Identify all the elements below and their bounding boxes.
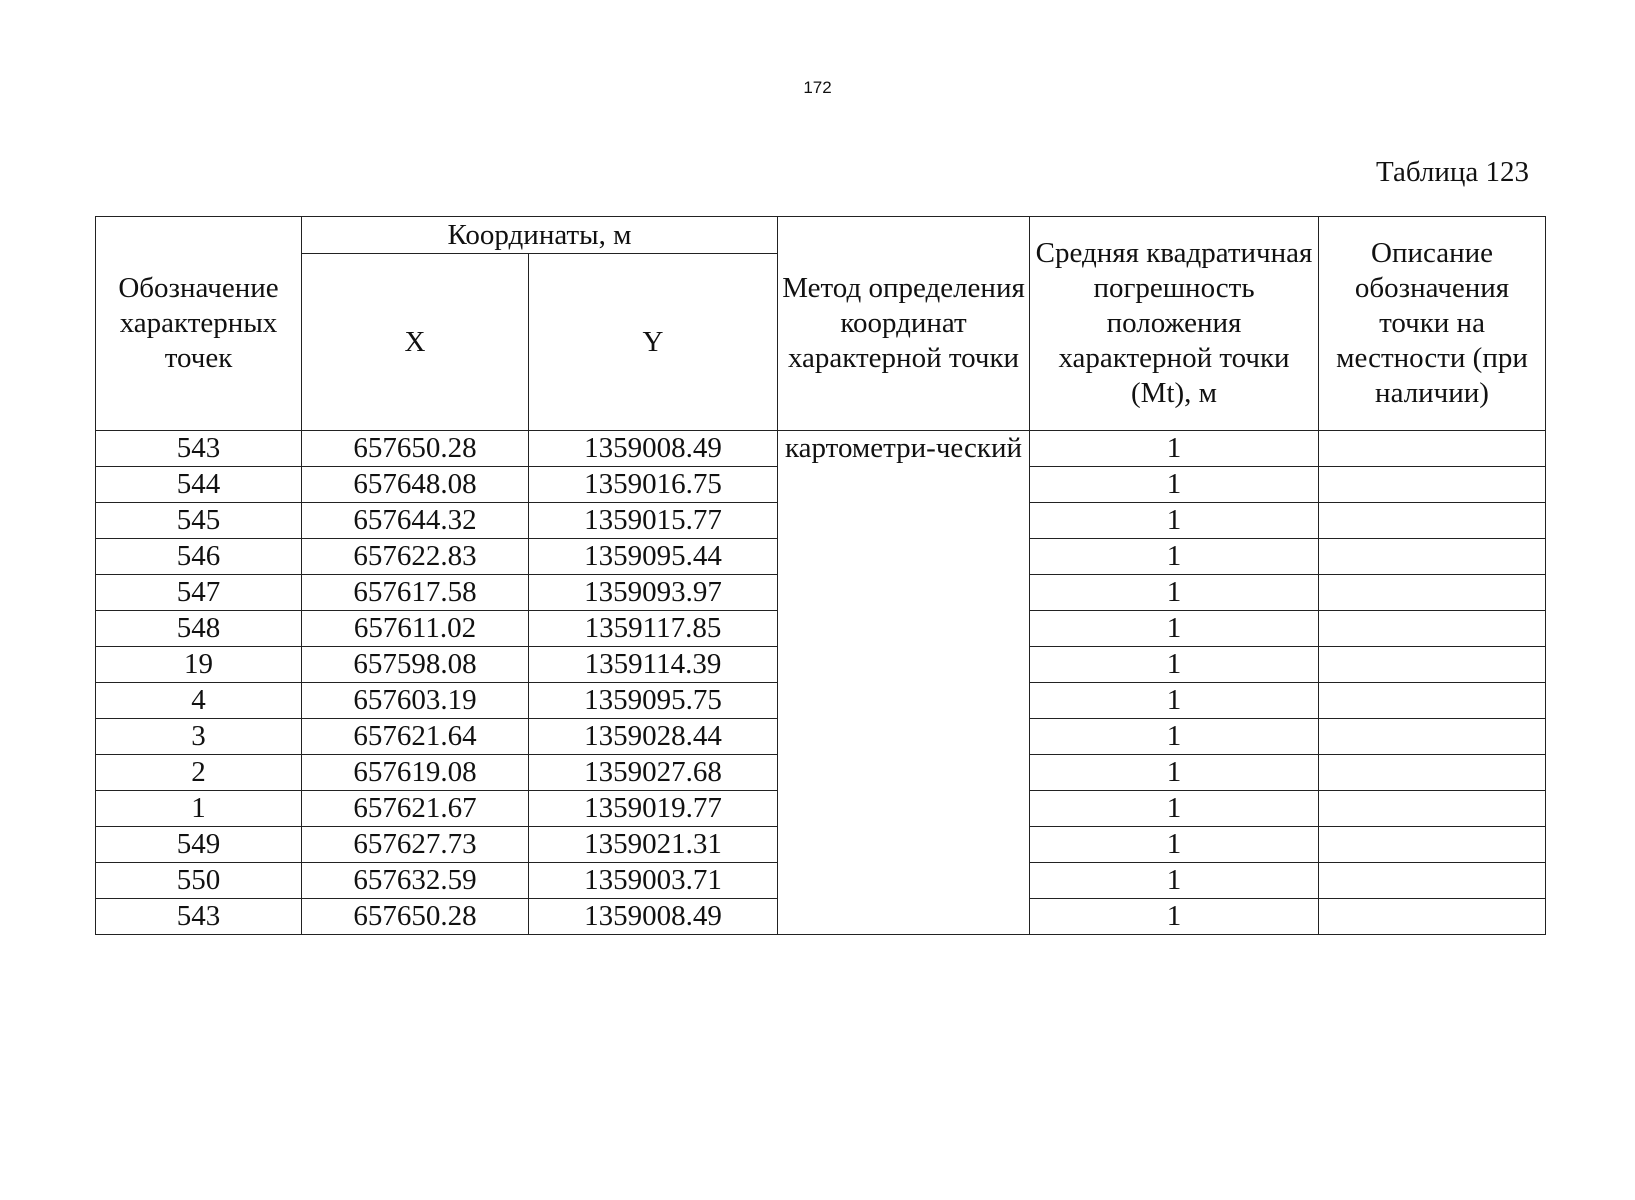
header-x: X bbox=[302, 254, 529, 431]
cell-point: 3 bbox=[96, 719, 302, 755]
cell-description bbox=[1319, 467, 1546, 503]
cell-point: 548 bbox=[96, 611, 302, 647]
table-caption: Таблица 123 bbox=[1375, 156, 1529, 188]
cell-mt: 1 bbox=[1030, 683, 1319, 719]
cell-point: 547 bbox=[96, 575, 302, 611]
page-number: 172 bbox=[803, 78, 832, 97]
cell-x: 657619.08 bbox=[302, 755, 529, 791]
cell-y: 1359003.71 bbox=[529, 863, 778, 899]
cell-y: 1359008.49 bbox=[529, 431, 778, 467]
cell-description bbox=[1319, 899, 1546, 935]
cell-point: 543 bbox=[96, 899, 302, 935]
cell-x: 657598.08 bbox=[302, 647, 529, 683]
header-method: Метод определения координат характерной точки bbox=[778, 217, 1030, 431]
cell-y: 1359114.39 bbox=[529, 647, 778, 683]
header-coordinates: Координаты, м bbox=[302, 217, 778, 254]
cell-y: 1359093.97 bbox=[529, 575, 778, 611]
cell-x: 657644.32 bbox=[302, 503, 529, 539]
cell-description bbox=[1319, 791, 1546, 827]
cell-y: 1359028.44 bbox=[529, 719, 778, 755]
cell-x: 657621.67 bbox=[302, 791, 529, 827]
cell-description bbox=[1319, 755, 1546, 791]
cell-x: 657632.59 bbox=[302, 863, 529, 899]
cell-description bbox=[1319, 683, 1546, 719]
cell-mt: 1 bbox=[1030, 431, 1319, 467]
cell-point: 19 bbox=[96, 647, 302, 683]
cell-y: 1359095.75 bbox=[529, 683, 778, 719]
cell-x: 657650.28 bbox=[302, 899, 529, 935]
cell-point: 543 bbox=[96, 431, 302, 467]
cell-mt: 1 bbox=[1030, 503, 1319, 539]
cell-y: 1359021.31 bbox=[529, 827, 778, 863]
cell-y: 1359016.75 bbox=[529, 467, 778, 503]
cell-method: картометри-ческий bbox=[778, 431, 1030, 935]
cell-mt: 1 bbox=[1030, 863, 1319, 899]
cell-description bbox=[1319, 719, 1546, 755]
table-row bbox=[96, 431, 1546, 467]
cell-description bbox=[1319, 503, 1546, 539]
cell-description bbox=[1319, 647, 1546, 683]
cell-y: 1359027.68 bbox=[529, 755, 778, 791]
cell-description bbox=[1319, 431, 1546, 467]
cell-mt: 1 bbox=[1030, 791, 1319, 827]
cell-y: 1359117.85 bbox=[529, 611, 778, 647]
cell-point: 545 bbox=[96, 503, 302, 539]
cell-x: 657617.58 bbox=[302, 575, 529, 611]
cell-point: 544 bbox=[96, 467, 302, 503]
coordinates-table bbox=[95, 216, 1546, 935]
cell-description bbox=[1319, 575, 1546, 611]
cell-description bbox=[1319, 827, 1546, 863]
cell-mt: 1 bbox=[1030, 647, 1319, 683]
cell-point: 549 bbox=[96, 827, 302, 863]
cell-mt: 1 bbox=[1030, 575, 1319, 611]
cell-x: 657621.64 bbox=[302, 719, 529, 755]
header-description: Описание обозначения точки на местности (при наличии) bbox=[1319, 217, 1546, 431]
header-point: Обозначение характерных точек bbox=[96, 217, 302, 431]
cell-mt: 1 bbox=[1030, 755, 1319, 791]
cell-description bbox=[1319, 539, 1546, 575]
cell-x: 657627.73 bbox=[302, 827, 529, 863]
cell-y: 1359019.77 bbox=[529, 791, 778, 827]
cell-point: 550 bbox=[96, 863, 302, 899]
cell-point: 4 bbox=[96, 683, 302, 719]
cell-point: 1 bbox=[96, 791, 302, 827]
cell-mt: 1 bbox=[1030, 899, 1319, 935]
cell-x: 657650.28 bbox=[302, 431, 529, 467]
cell-description bbox=[1319, 611, 1546, 647]
cell-point: 2 bbox=[96, 755, 302, 791]
cell-mt: 1 bbox=[1030, 539, 1319, 575]
cell-description bbox=[1319, 863, 1546, 899]
table-body bbox=[96, 431, 1546, 935]
cell-x: 657603.19 bbox=[302, 683, 529, 719]
header-y: Y bbox=[529, 254, 778, 431]
cell-y: 1359008.49 bbox=[529, 899, 778, 935]
cell-point: 546 bbox=[96, 539, 302, 575]
cell-mt: 1 bbox=[1030, 827, 1319, 863]
cell-mt: 1 bbox=[1030, 467, 1319, 503]
cell-x: 657648.08 bbox=[302, 467, 529, 503]
cell-mt: 1 bbox=[1030, 719, 1319, 755]
cell-y: 1359015.77 bbox=[529, 503, 778, 539]
cell-x: 657611.02 bbox=[302, 611, 529, 647]
header-error: Средняя квадратичная погрешность положения характерной точки (Mt), м bbox=[1030, 217, 1319, 431]
cell-mt: 1 bbox=[1030, 611, 1319, 647]
cell-x: 657622.83 bbox=[302, 539, 529, 575]
cell-y: 1359095.44 bbox=[529, 539, 778, 575]
